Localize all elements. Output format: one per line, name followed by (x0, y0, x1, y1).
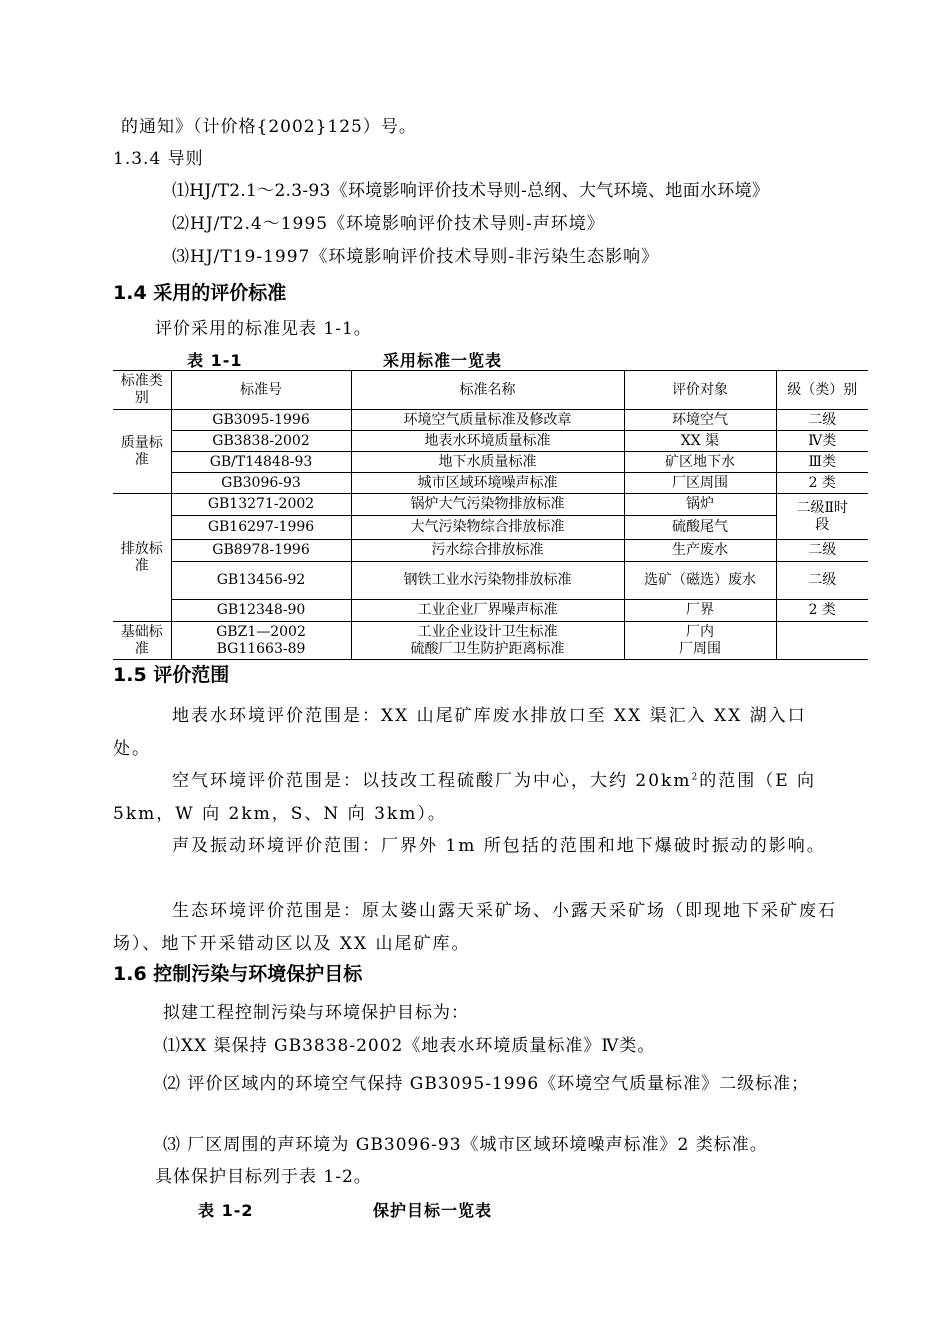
group-basic: 基础标准 (113, 622, 171, 660)
paragraph: 评价采用的标准见表 1-1。 (155, 319, 372, 339)
cell-object-line: 厂周围 (679, 640, 721, 657)
table-caption-number: 表 1-1 (187, 351, 243, 370)
cell-level: 二级 (776, 562, 868, 600)
cell-no (171, 622, 351, 660)
paragraph: 拟建工程控制污染与环境保护目标为： (163, 1003, 469, 1023)
cell-no: GB3095-1996 (171, 410, 351, 431)
list-item: ⑴XX 渠保持 GB3838-2002《地表水环境质量标准》Ⅳ类。 (163, 1036, 656, 1056)
header-standard-name: 标准名称 (351, 371, 624, 410)
cell-name: 污水综合排放标准 (351, 540, 624, 562)
cell-object: 选矿（磁选）废水 (624, 562, 776, 600)
paragraph: 具体保护目标列于表 1-2。 (155, 1167, 372, 1187)
cell-no: GB16297-1996 (171, 516, 351, 540)
cell-level: 2 类 (776, 600, 868, 622)
list-item: ⑴HJ/T2.1～2.3-93《环境影响评价技术导则-总纲、大气环境、地面水环境》 (172, 181, 770, 201)
cell-level: 二级 (776, 410, 868, 431)
header-standard-no: 标准号 (171, 371, 351, 410)
cell-name: 大气污染物综合排放标准 (351, 516, 624, 540)
table-row (113, 452, 868, 473)
cell-name: 地表水环境质量标准 (351, 431, 624, 452)
cell-object: 生产废水 (624, 540, 776, 562)
list-item: ⑵ 评价区域内的环境空气保持 GB3095-1996《环境空气质量标准》二级标准； (163, 1074, 810, 1094)
paragraph: 声及振动环境评价范围：厂界外 1m 所包括的范围和地下爆破时振动的影响。 (172, 836, 826, 856)
table-row (113, 540, 868, 562)
cell-object: 硫酸尾气 (624, 516, 776, 540)
table-caption-title: 保护目标一览表 (373, 1201, 493, 1220)
cell-level: Ⅲ类 (776, 452, 868, 473)
list-item: ⑶ 厂区周围的声环境为 GB3096-93《城市区域环境噪声标准》2 类标准。 (163, 1135, 768, 1155)
cell-no-line: GBZ1—2002 (216, 623, 306, 640)
table-row (113, 431, 868, 452)
cell-object: 环境空气 (624, 410, 776, 431)
header-object: 评价对象 (624, 371, 776, 410)
cell-level: Ⅳ类 (776, 431, 868, 452)
cell-name: 工业企业厂界噪声标准 (351, 600, 624, 622)
header-level: 级（类）别 (776, 371, 868, 410)
list-item: ⑵HJ/T2.4～1995《环境影响评价技术导则-声环境》 (172, 214, 605, 234)
group-emission: 排放标准 (113, 494, 171, 622)
cell-no: GB3838-2002 (171, 431, 351, 452)
cell-level: 2 类 (776, 473, 868, 494)
paragraph: 地表水环境评价范围是：XX 山尾矿库废水排放口至 XX 渠汇入 XX 湖入口处。 (113, 706, 807, 759)
cell-no: GB13271-2002 (171, 494, 351, 516)
cell-object: 厂区周围 (624, 473, 776, 494)
text-run: 空气环境评价范围是：以技改工程硫酸厂为中心，大约 20km (172, 771, 692, 791)
text-run: 的范围（E 向 5km，W 向 2km，S、N 向 3km）。 (113, 771, 817, 824)
table-caption-title: 采用标准一览表 (383, 351, 503, 370)
cell-no: GB/T14848-93 (171, 452, 351, 473)
cell-no: GB12348-90 (171, 600, 351, 622)
cell-object: XX 渠 (624, 431, 776, 452)
cell-name: 钢铁工业水污染物排放标准 (351, 562, 624, 600)
cell-name (351, 622, 624, 660)
subsection-heading: 1.3.4 导则 (113, 149, 204, 169)
cell-object: 厂界 (624, 600, 776, 622)
cell-level: 二级Ⅱ时段 (776, 494, 868, 540)
cell-name: 环境空气质量标准及修改章 (351, 410, 624, 431)
cell-object (624, 622, 776, 660)
table-caption-number: 表 1-2 (198, 1201, 254, 1220)
table-row (113, 516, 868, 540)
table-row (113, 494, 868, 516)
text-line: 的通知》（计价格{2002}125）号。 (121, 117, 417, 137)
table-row (113, 600, 868, 622)
cell-name-line: 工业企业设计卫生标准 (417, 623, 558, 640)
cell-name: 城市区域环境噪声标准 (351, 473, 624, 494)
table-row (113, 410, 868, 431)
section-heading: 1.4 采用的评价标准 (113, 282, 287, 304)
cell-level: 二级 (776, 540, 868, 562)
section-heading: 1.6 控制污染与环境保护目标 (113, 963, 363, 985)
superscript: 2 (691, 772, 700, 783)
cell-object: 矿区地下水 (624, 452, 776, 473)
cell-name-line: 硫酸厂卫生防护距离标准 (410, 640, 565, 657)
paragraph (113, 765, 843, 831)
list-item: ⑶HJ/T19-1997《环境影响评价技术导则-非污染生态影响》 (172, 247, 660, 267)
paragraph: 生态环境评价范围是：原太婆山露天采矿场、小露天采矿场（即现地下采矿废石场）、地下开采错动区以及 XX 山尾矿库。 (113, 901, 837, 954)
cell-name: 锅炉大气污染物排放标准 (351, 494, 624, 516)
cell-no: GB8978-1996 (171, 540, 351, 562)
cell-object: 锅炉 (624, 494, 776, 516)
table-row (113, 562, 868, 600)
table-row (113, 473, 868, 494)
cell-name: 地下水质量标准 (351, 452, 624, 473)
cell-level (776, 622, 868, 660)
cell-no-line: BG11663-89 (216, 640, 306, 657)
cell-object-line: 厂内 (686, 623, 714, 640)
cell-no: GB13456-92 (171, 562, 351, 600)
table-row (113, 622, 868, 660)
cell-no: GB3096-93 (171, 473, 351, 494)
standards-table (113, 370, 868, 660)
header-category: 标准类别 (113, 371, 171, 410)
section-heading: 1.5 评价范围 (113, 664, 230, 686)
group-quality: 质量标准 (113, 410, 171, 494)
